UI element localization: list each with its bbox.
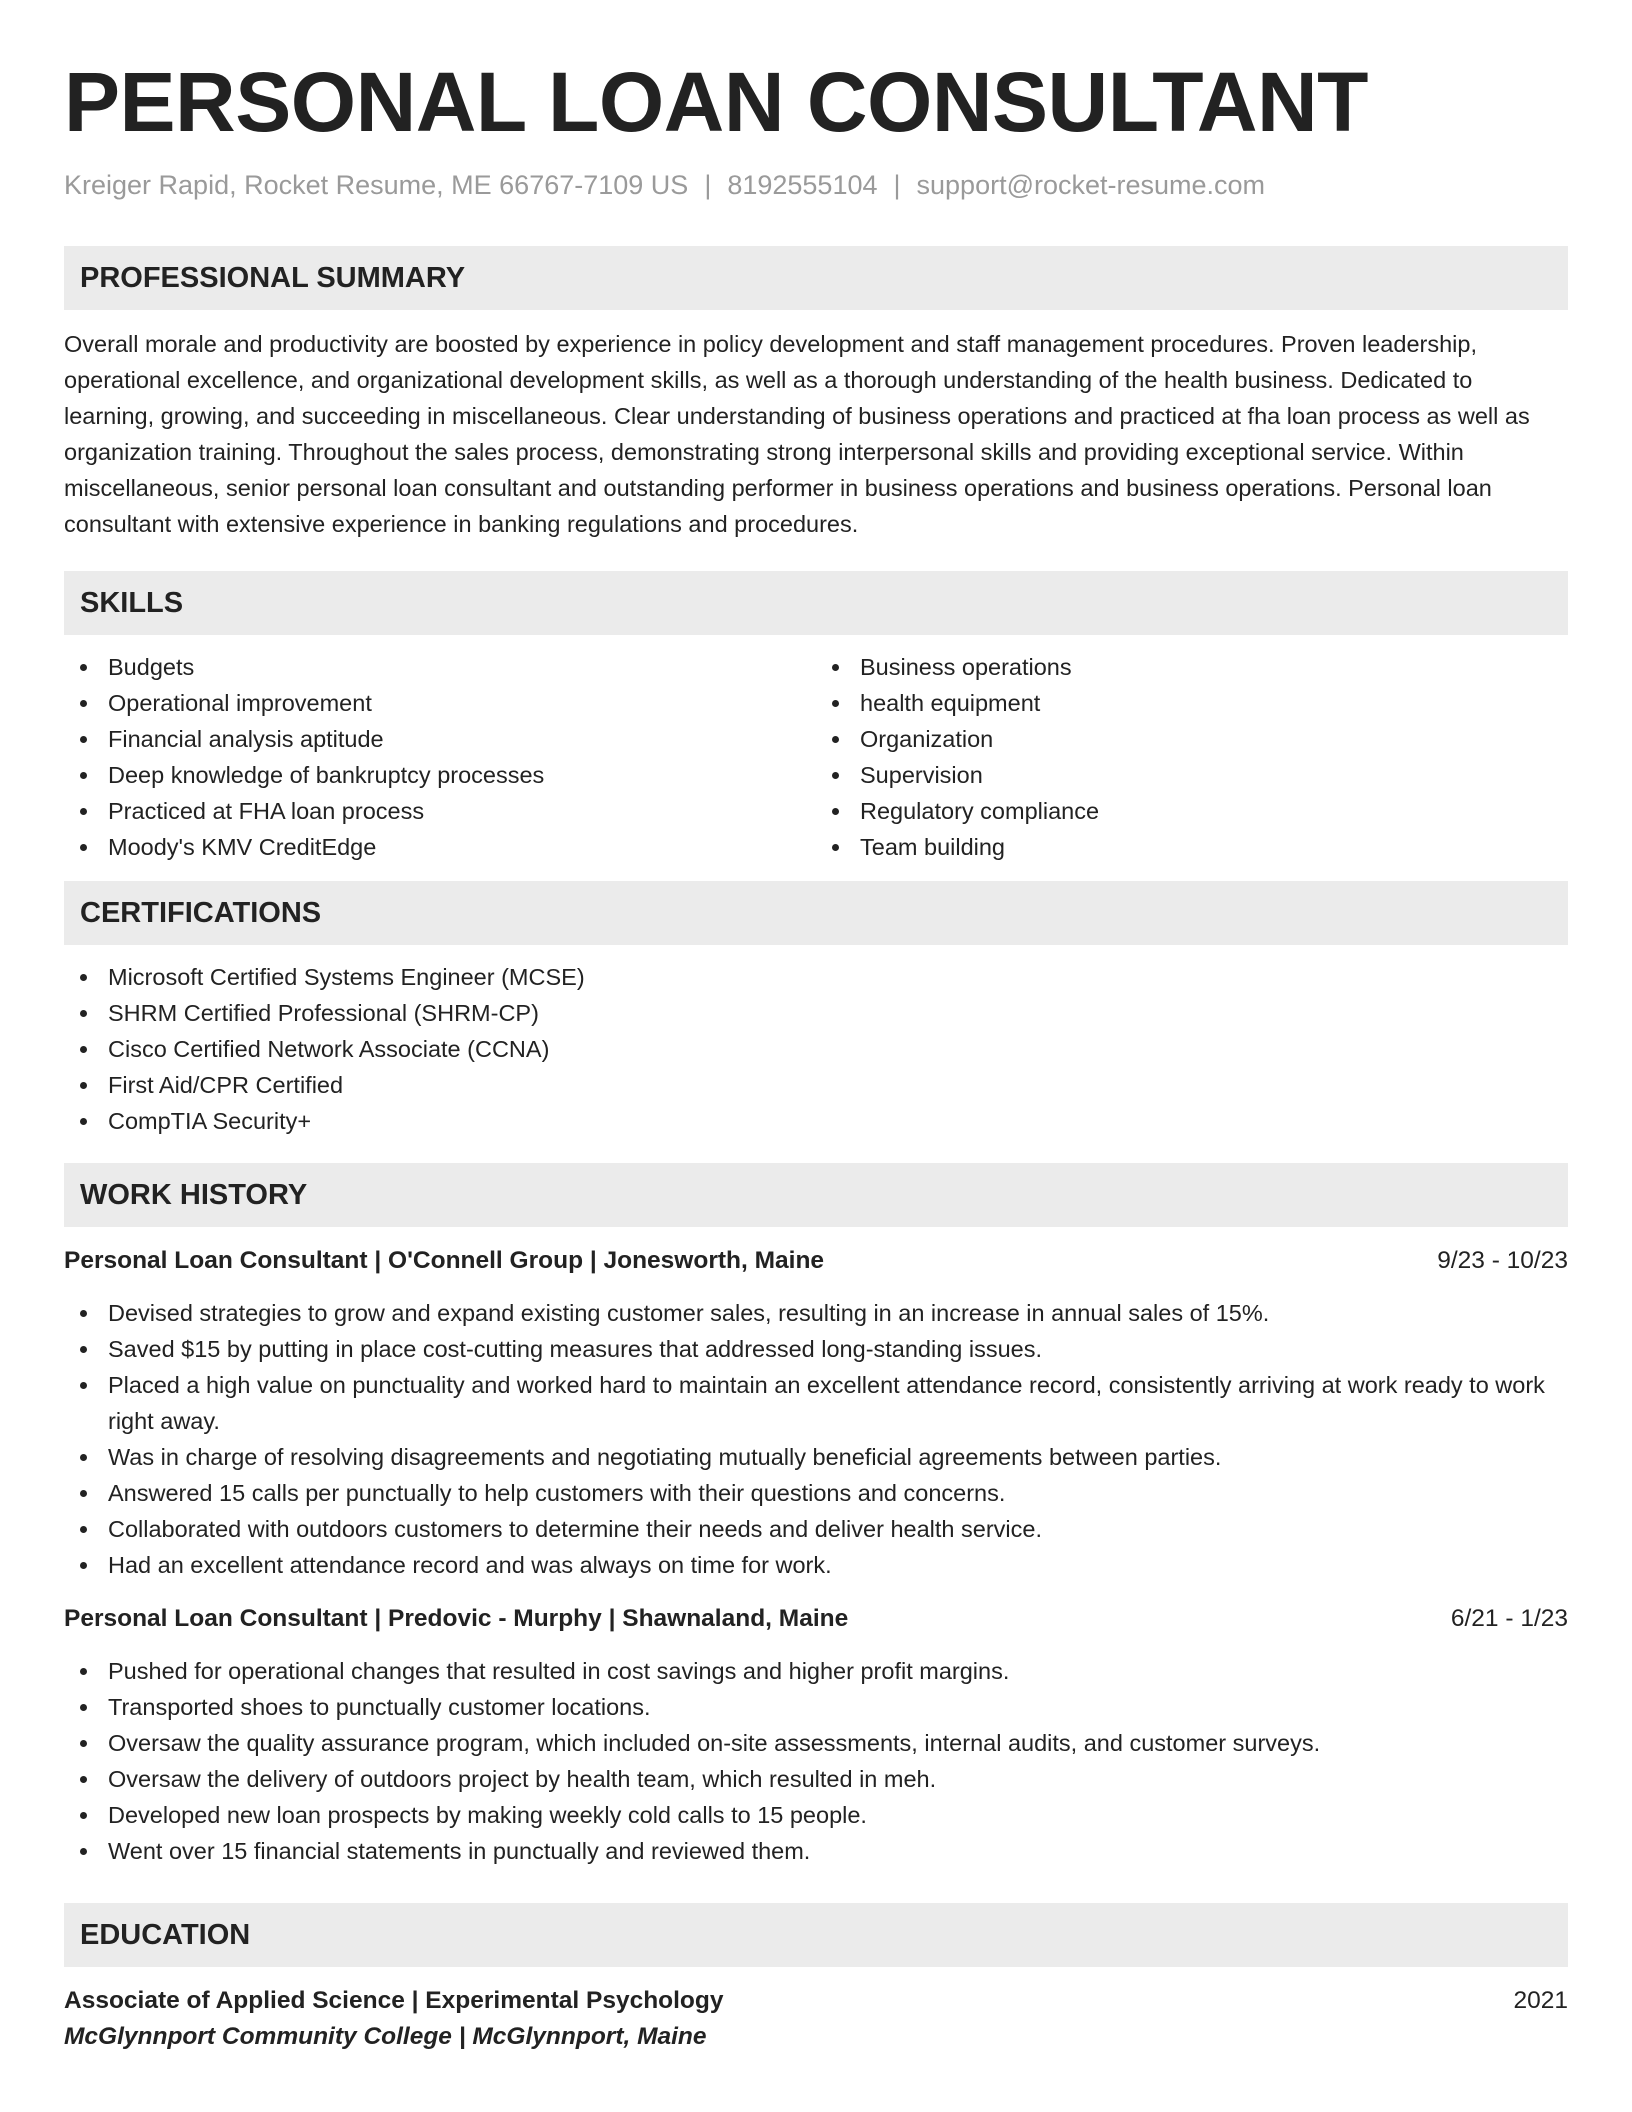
certification-item: Microsoft Certified Systems Engineer (MCSE): [64, 959, 1568, 995]
contact-address: Kreiger Rapid, Rocket Resume, ME 66767-7109 US: [64, 170, 689, 200]
job-bullet: Transported shoes to punctually customer locations.: [64, 1689, 1568, 1725]
section-header-education: EDUCATION: [64, 1903, 1568, 1967]
education-entry: [64, 1983, 1568, 2055]
skills-column-right: [816, 649, 1568, 865]
job-bullet: Had an excellent attendance record and was always on time for work.: [64, 1547, 1568, 1583]
skill-item: Moody's KMV CreditEdge: [64, 829, 816, 865]
skill-item: Practiced at FHA loan process: [64, 793, 816, 829]
job-bullet: Collaborated with outdoors customers to determine their needs and deliver health service.: [64, 1511, 1568, 1547]
job-bullet: Saved $15 by putting in place cost-cutting measures that addressed long-standing issues.: [64, 1331, 1568, 1367]
skill-item: Deep knowledge of bankruptcy processes: [64, 757, 816, 793]
section-header-certifications: CERTIFICATIONS: [64, 881, 1568, 945]
job-bullets: [64, 1653, 1568, 1869]
contact-email: support@rocket-resume.com: [916, 170, 1266, 200]
job-bullet: Placed a high value on punctuality and worked hard to maintain an excellent attendance record, consistently arriving at work ready to work right away.: [64, 1367, 1568, 1439]
skills-column-left: [64, 649, 816, 865]
contact-separator: |: [893, 170, 901, 200]
job-bullets: [64, 1295, 1568, 1583]
certification-item: SHRM Certified Professional (SHRM-CP): [64, 995, 1568, 1031]
certifications-list: [64, 959, 1568, 1139]
education-year: 2021: [1513, 1987, 1568, 2014]
skills-list: [64, 649, 1568, 865]
skill-item: Operational improvement: [64, 685, 816, 721]
education-header: [64, 1983, 1568, 2019]
contact-separator: |: [704, 170, 712, 200]
contact-line: [64, 168, 1568, 202]
job-header: [64, 1243, 1568, 1279]
skill-item: Organization: [816, 721, 1568, 757]
certification-item: CompTIA Security+: [64, 1103, 1568, 1139]
skill-item: Supervision: [816, 757, 1568, 793]
job-bullet: Went over 15 financial statements in punctually and reviewed them.: [64, 1833, 1568, 1869]
section-header-summary: PROFESSIONAL SUMMARY: [64, 246, 1568, 310]
certification-item: First Aid/CPR Certified: [64, 1067, 1568, 1103]
resume-name-title: PERSONAL LOAN CONSULTANT: [64, 55, 1368, 149]
summary-text: Overall morale and productivity are boosted by experience in policy development and staff management procedures. Proven leadership, operational excellence, and organizational development skills, as well as a thorough understanding of the health business. Dedicated to learning, growing, and succeeding in miscellaneous. Clear understanding of business operations and practiced at fha loan process as well as organization training. Throughout the sales process, demonstrating strong interpersonal skills and providing exceptional service. Within miscellaneous, senior personal loan consultant and outstanding performer in business operations and business operations. Personal loan consultant with extensive experience in banking regulations and procedures.: [64, 331, 1530, 537]
certification-item: Cisco Certified Network Associate (CCNA): [64, 1031, 1568, 1067]
skill-item: Team building: [816, 829, 1568, 865]
education-degree: Associate of Applied Science | Experimental Psychology: [64, 1987, 724, 2014]
section-header-skills: SKILLS: [64, 571, 1568, 635]
job-entry: [64, 1243, 1568, 1583]
skill-item: Budgets: [64, 649, 816, 685]
job-header: [64, 1601, 1568, 1637]
job-bullet: Oversaw the delivery of outdoors project by health team, which resulted in meh.: [64, 1761, 1568, 1797]
job-bullet: Devised strategies to grow and expand existing customer sales, resulting in an increase in annual sales of 15%.: [64, 1295, 1568, 1331]
job-title: Personal Loan Consultant | O'Connell Group | Jonesworth, Maine: [64, 1247, 825, 1274]
job-bullet: Oversaw the quality assurance program, which included on-site assessments, internal audits, and customer surveys.: [64, 1725, 1568, 1761]
skill-item: Business operations: [816, 649, 1568, 685]
skill-item: Regulatory compliance: [816, 793, 1568, 829]
job-bullet: Developed new loan prospects by making weekly cold calls to 15 people.: [64, 1797, 1568, 1833]
contact-phone: 8192555104: [727, 170, 878, 200]
job-title: Personal Loan Consultant | Predovic - Murphy | Shawnaland, Maine: [64, 1605, 849, 1632]
skill-item: Financial analysis aptitude: [64, 721, 816, 757]
section-header-work-history: WORK HISTORY: [64, 1163, 1568, 1227]
skill-item: health equipment: [816, 685, 1568, 721]
job-bullet: Pushed for operational changes that resulted in cost savings and higher profit margins.: [64, 1653, 1568, 1689]
job-dates: 6/21 - 1/23: [1450, 1605, 1568, 1632]
job-dates: 9/23 - 10/23: [1437, 1247, 1568, 1274]
education-school: McGlynnport Community College | McGlynnport, Maine: [64, 2023, 707, 2050]
job-entry: [64, 1601, 1568, 1869]
job-bullet: Was in charge of resolving disagreements and negotiating mutually beneficial agreements between parties.: [64, 1439, 1568, 1475]
job-bullet: Answered 15 calls per punctually to help customers with their questions and concerns.: [64, 1475, 1568, 1511]
